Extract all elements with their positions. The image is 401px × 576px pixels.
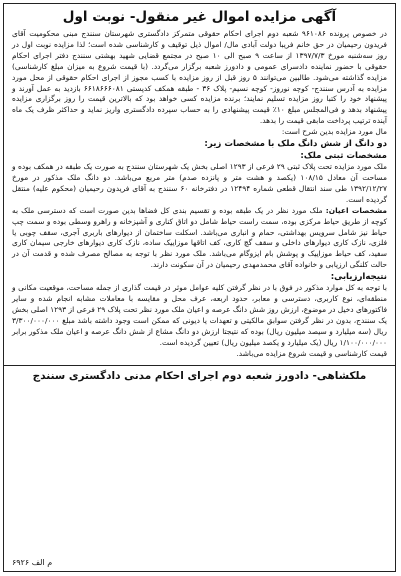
- intro-paragraph: در خصوص پرونده ۹۶۱۰۸۶ شعبه دوم اجرای احکام حقوقی متمرکز دادگستری شهرستان سنندج مبنی محکومیت آقای فریدون رحیمیان در حق خانم فریبا دولت آبادی مال/ اموال ذیل توقیف و کارشناسی شده است؛ لذا مزایده نوبت اول در روز سه‌شنبه مورخ ۱۳۹۷/۷/۳ از ساعت ۹ صبح الی ۱۰ صبح در مجتمع قضایی شهید بهشتی سنندج دفتر اجرای احکام حقوقی با حضور نماینده دادسرای عمومی و دادورز شعبه برگزار می‌گردد. (با قیمت شروع به میزان مبلغ کارشناسی) مزایده گذاشته می‌شود. طالبین می‌توانند ۵ روز قبل از روز مزایده با کسب مجوز از اجرای احکام حقوقی از محل مورد مزایده به آدرس سنندج- کوچه نوروز- کوچه نسیم- پلاک ۳۶ - طبقه همکف کدپستی ۶۶۱۸۶۶۶۰۸۱ بازدید به عمل آورند و پیشنهاد خود را کتبا روز مزایده تسلیم نمایند؛ برنده مزایده کسی خواهد بود که بالاترین قیمت را روز برگزاری مزایده پیشنهاد بدهد و فی‌المجلس مبلغ ۱۰٪ قیمت پیشنهادی را به حساب سپرده دادگستری واریز نماید و حداکثر ظرف یک ماه آینده ترتیب پرداخت مابقی قیمت را بدهد.: [12, 29, 387, 126]
- specs-paragraph: [12, 206, 387, 271]
- registry-paragraph: ملک مورد مزایده تحت پلاک ثبتی ۲۹ فرعی از ۱۲۹۳ اصلی بخش یک شهرستان سنندج به صورت یک طبقه در همکف بوده و مساحت آن معادل ۱۰۸/۱۵ (یکصد و هشت متر و پانزده صدم) متر مربع می‌باشد. دو دانگ ملک مذکور در مورخ ۱۳۹۲/۱۲/۲۷ طی سند انتقال قطعی شماره ۱۲۴۹۴ در دفترخانه ۶۰ سنندج به آقای فریدون رحیمیان (محکوم علیه) منتقل گردیده است.: [12, 162, 388, 204]
- reference-number: م الف ۶۹۲۶: [12, 558, 53, 567]
- auction-notice: [3, 3, 396, 572]
- specs-text: ملک مورد نظر در یک طبقه بوده و تقسیم بندی کل فضاها بدین صورت است که دسترسی ملک به کوچه از طریق حیاط مرکزی بوده، سمت راست حیاط شامل دو اتاق کناری و آشپزخانه و راهرو وسطی بوده و سمت چپ حیاط نیز شامل سرویس بهداشتی، حمام و انباری می‌باشد. اسکلت ساختمان از دیوارهای باربری آجری، سقف چوبی یا فلزی، نازک کاری دیوارهای داخلی و سقف گچ کاری، کف اتاقها موزاییک ساده، نازک کاری دیوارهای خارجی سیمان کاری سفید، کف حیاط موزاییک و پوشش بام ایزوگام می‌باشد. ملک مورد نظر با توجه به مصالح مصرف شده و قدمت آن در حالت کلنگی ارزیابی و خانواده آقای محمدمهدی رحیمیان در آن سکونت دارند.: [12, 205, 387, 270]
- notice-title: آگهی مزایده اموال غیر منقول- نوبت اول: [62, 9, 337, 25]
- result-paragraph: با توجه به کل موارد مذکور در فوق با در نظر گرفتن کلیه عوامل موثر در قیمت گذاری از جمله مساحت، موقعیت مکانی و منطقه‌ای، نوع کاربری، دسترسی و معابر، حدود اربعه، عرف محل و مقایسه با معاملات مشابه انجام شده و سایر فاکتورهای دخیل در موضوع، ارزش روز شش دانگ عرصه و اعیان ملک مورد نظر تحت پلاک ۲۹ فرعی از ۱۲۹۳ اصلی بخش یک سنندج، بدون در نظر گرفتن سوابق مالکیتی و تعهدات یا دیونی که ممکن است وجود داشته باشد مبلغ ۳/۳۰۰/۰۰۰/۰۰۰ ریال (سه میلیارد و سیصد میلیون ریال) بوده که نتیجتا ارزش دو دانگ مشاع از شش دانگ عرصه و اعیان ملک مذکور برابر ۱/۱۰۰/۰۰۰/۰۰۰ ریال (یک میلیارد و یکصد میلیون ریال) تعیین گردیده است.: [12, 283, 388, 347]
- result-heading: نتیجه‌ارزیابی:: [330, 272, 387, 283]
- six-dang-heading: دو دانگ از شش دانگ ملک با مشخصات زیر:: [204, 139, 387, 150]
- notice-body: [4, 4, 395, 384]
- asset-intro: مال مورد مزایده بدین شرح است:: [281, 127, 387, 137]
- start-price-line: قیمت کارشناسی و قیمت شروع مزایده می‌باشد.: [236, 348, 387, 358]
- registry-heading: مشخصات ثبتی ملک:: [300, 151, 387, 162]
- signature-line: ملکشاهی- دادورز شعبه دوم اجرای احکام مدنی دادگستری سنندج: [32, 370, 367, 383]
- specs-heading: مشخصات اعیان:: [325, 205, 387, 215]
- footer-divider: [4, 365, 395, 366]
